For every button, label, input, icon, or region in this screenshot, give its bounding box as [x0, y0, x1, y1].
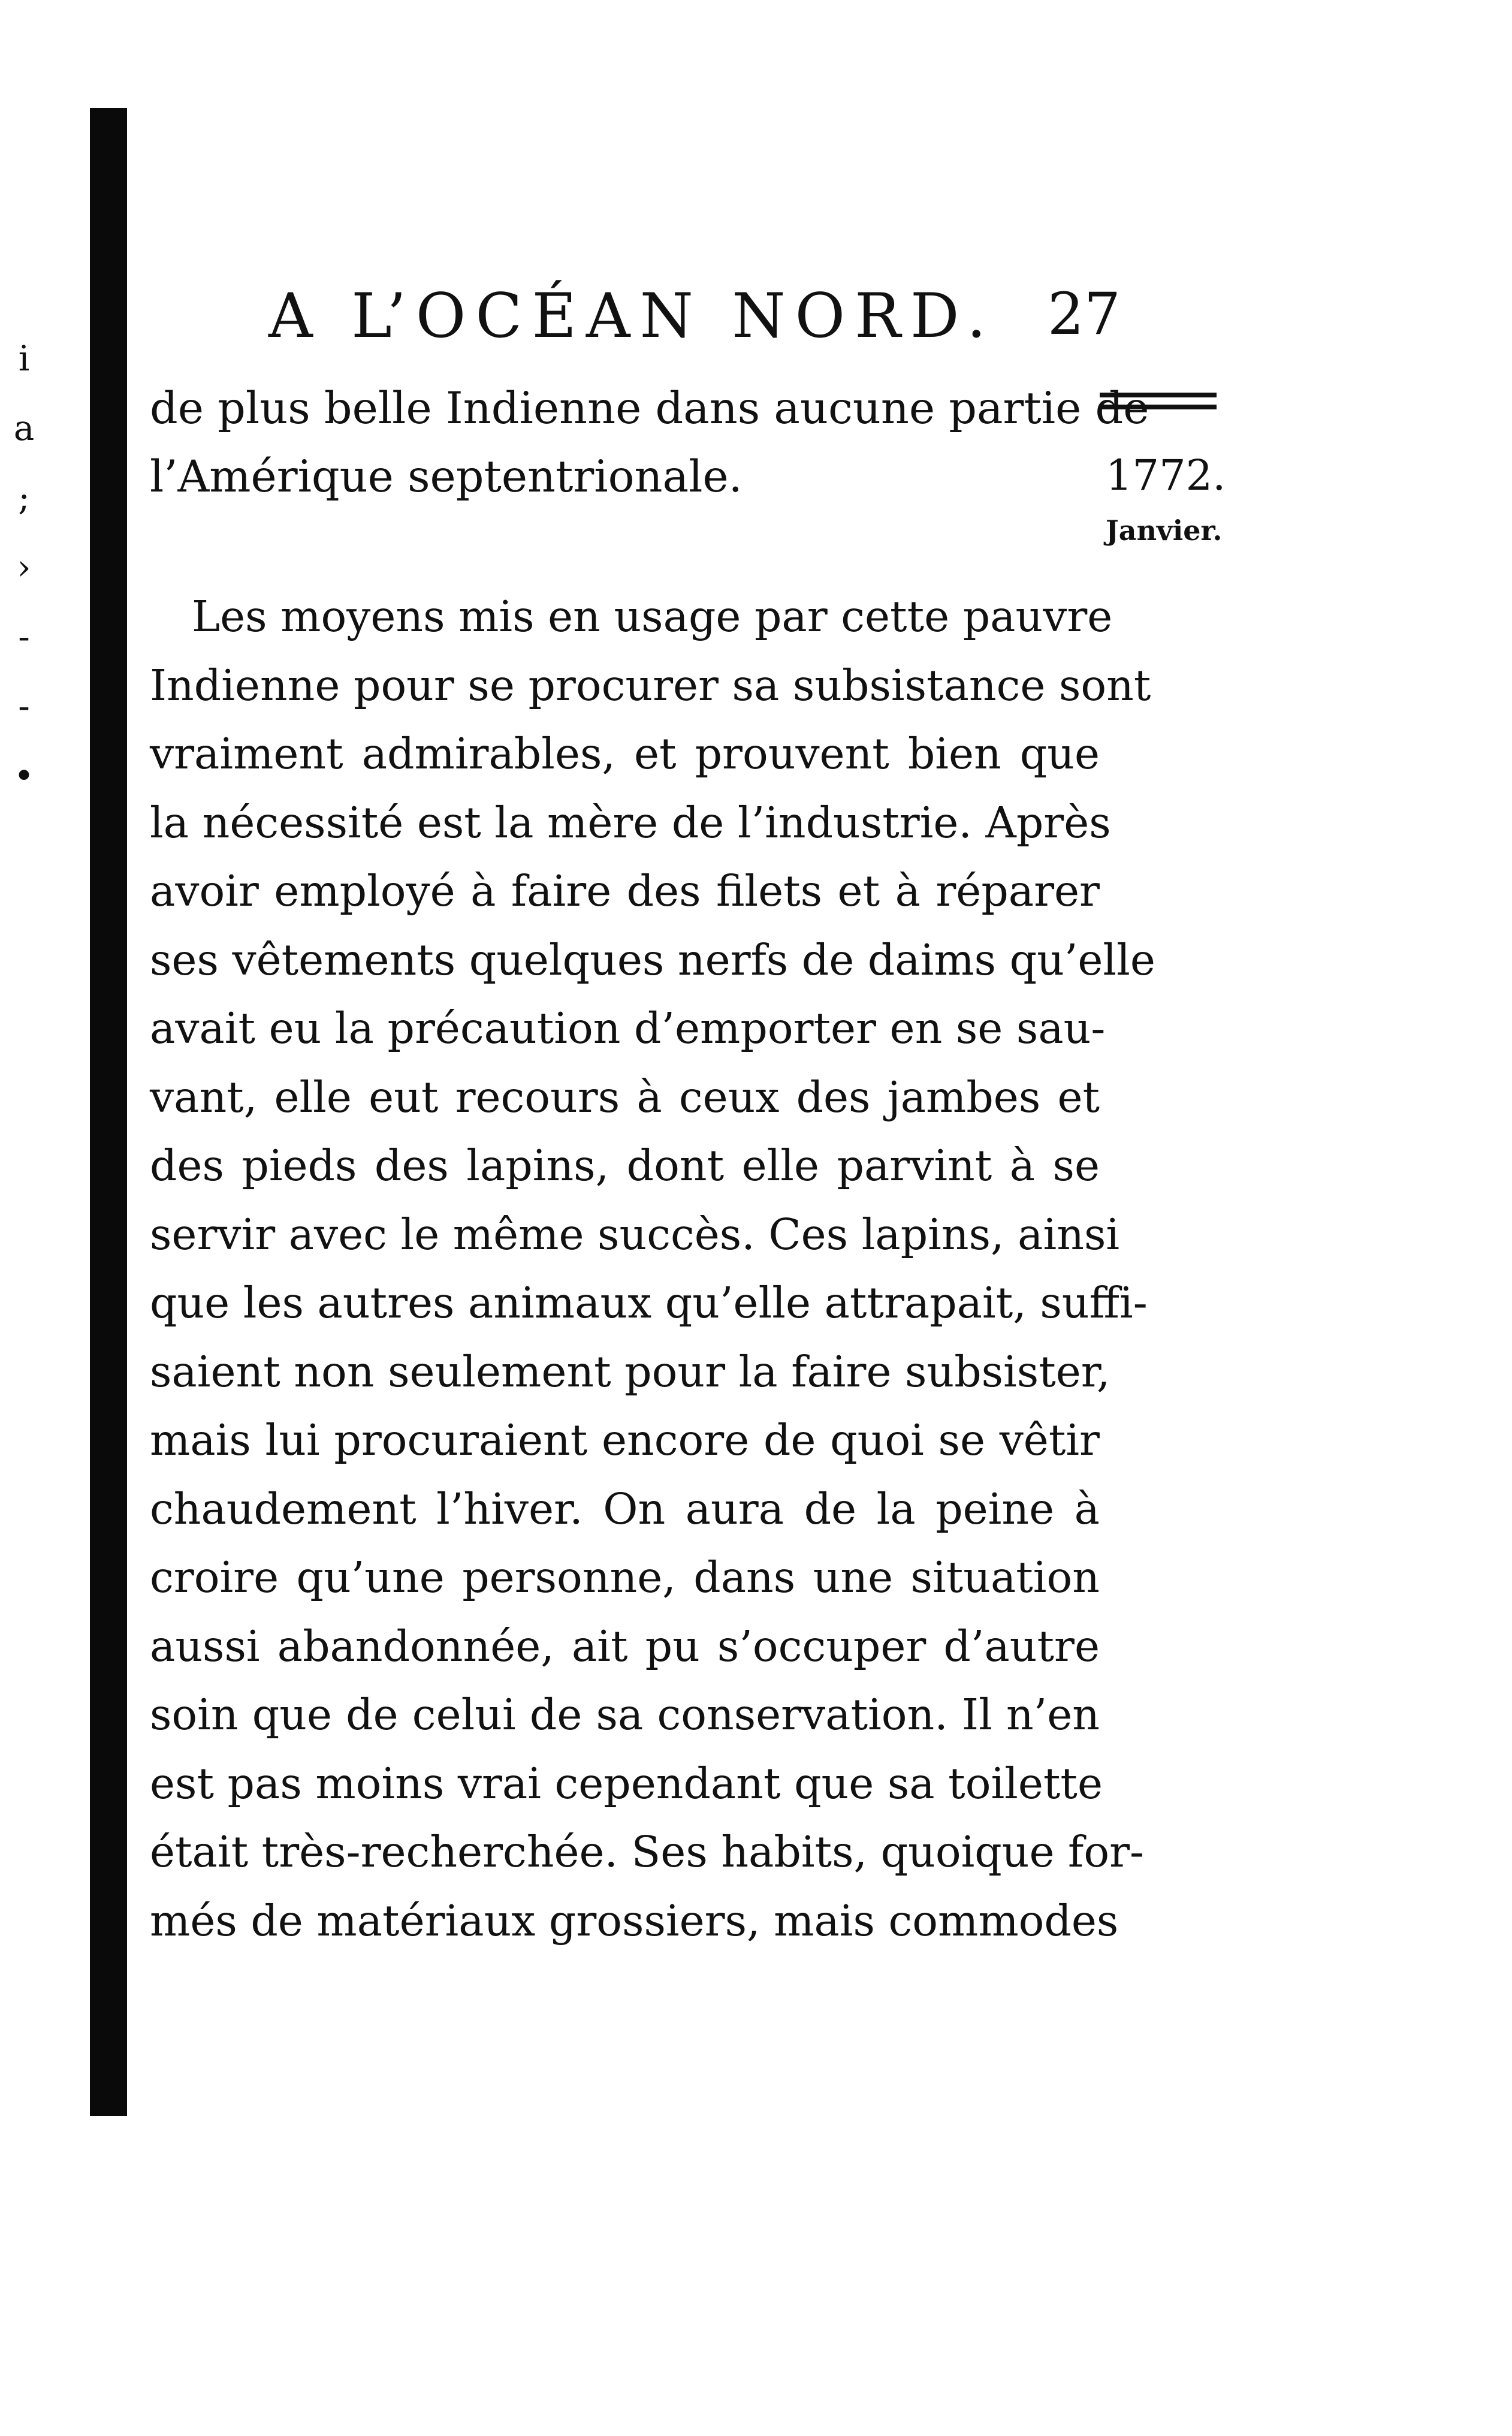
text-line: servir avec le même succès. Ces lapins, ainsi	[150, 1209, 1120, 1259]
running-title: A L’OCÉAN NORD.	[268, 281, 996, 352]
text-line: de plus belle Indienne dans aucune partie de	[150, 383, 1149, 434]
text-line: que les autres animaux qu’elle attrapait, suffi-	[150, 1278, 1148, 1328]
margin-fragment: ›	[17, 547, 31, 587]
text-line: vraiment admirables, et prouvent bien que	[150, 729, 1100, 779]
text-line: soin que de celui de sa conservation. Il n’en	[150, 1690, 1100, 1739]
text-line: chaudement l’hiver. On aura de la peine à	[150, 1484, 1100, 1534]
text-line: est pas moins vrai cependant que sa toilette	[150, 1758, 1103, 1808]
text-line: saient non seulement pour la faire subsister,	[150, 1346, 1110, 1397]
text-line: l’Amérique septentrionale.	[150, 451, 743, 502]
page-number: 27	[1047, 281, 1121, 348]
text-line: més de matériaux grossiers, mais commodes	[150, 1895, 1119, 1946]
text-line: ses vêtements quelques nerfs de daims qu’elle	[150, 934, 1155, 985]
text-line: mais lui procuraient encore de quoi se vêtir	[150, 1415, 1100, 1465]
margin-fragment: •	[13, 755, 35, 796]
body-paragraph	[150, 583, 1155, 1955]
text-line: la nécessité est la mère de l’industrie. Après	[150, 797, 1111, 848]
binding-shadow	[90, 108, 127, 2116]
text-line: vant, elle eut recours à ceux des jambes et	[150, 1072, 1100, 1122]
marginal-month: Janvier.	[1106, 514, 1223, 547]
margin-fragment: ;	[18, 477, 30, 518]
text-line: avait eu la précaution d’emporter en se sau-	[150, 1003, 1106, 1053]
text-line: aussi abandonnée, ait pu s’occuper d’autre	[150, 1621, 1100, 1671]
margin-fragment: i	[18, 338, 30, 379]
page-header	[150, 281, 1121, 364]
text-line: avoir employé à faire des filets et à réparer	[150, 866, 1100, 916]
margin-fragment: -	[18, 686, 30, 726]
text-line: était très-recherchée. Ses habits, quoique for-	[150, 1827, 1145, 1877]
text-line: des pieds des lapins, dont elle parvint à se	[150, 1141, 1100, 1190]
text-line: Les moyens mis en usage par cette pauvre	[192, 592, 1113, 641]
margin-fragment: a	[13, 408, 35, 448]
text-line: croire qu’une personne, dans une situation	[150, 1552, 1100, 1602]
carry-over-text	[150, 375, 1149, 511]
previous-page-margin	[0, 324, 48, 810]
margin-fragment: -	[18, 616, 30, 657]
text-line: Indienne pour se procurer sa subsistance sont	[150, 660, 1151, 710]
marginal-year: 1772.	[1106, 451, 1226, 500]
